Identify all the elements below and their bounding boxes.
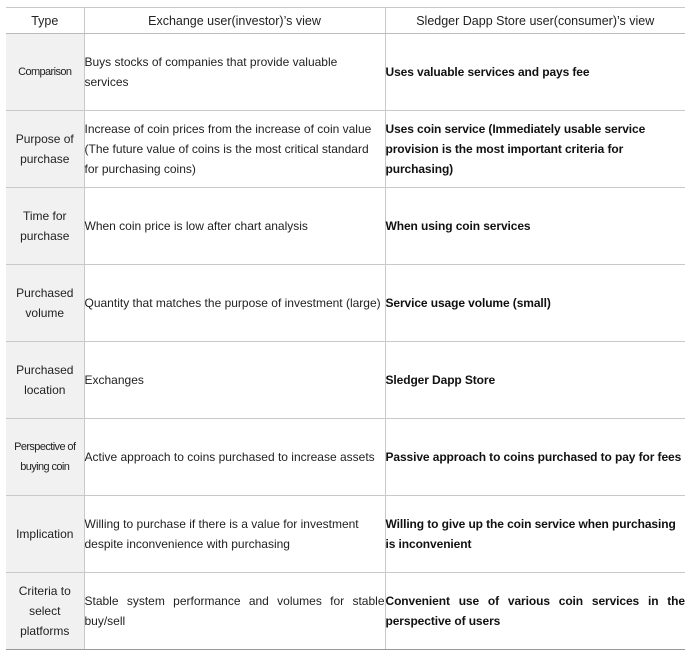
row-type: Criteria to select platforms <box>6 573 84 650</box>
row-type: Purpose of purchase <box>6 111 84 188</box>
row-exchange-view: Quantity that matches the purpose of investment (large) <box>84 265 385 342</box>
row-sledger-view: Uses valuable services and pays fee <box>385 34 685 111</box>
row-type: Perspective of buying coin <box>6 419 84 496</box>
table-row <box>6 496 685 573</box>
row-exchange-view: Active approach to coins purchased to increase assets <box>84 419 385 496</box>
header-row <box>6 8 685 34</box>
row-sledger-view: Passive approach to coins purchased to pay for fees <box>385 419 685 496</box>
row-sledger-view: Willing to give up the coin service when purchasing is inconvenient <box>385 496 685 573</box>
table-row <box>6 111 685 188</box>
header-sledger-view: Sledger Dapp Store user(consumer)’s view <box>385 8 685 34</box>
row-sledger-view: Uses coin service (Immediately usable service provision is the most important criteria for purchasing) <box>385 111 685 188</box>
row-exchange-view: Willing to purchase if there is a value for investment despite inconvenience with purchasing <box>84 496 385 573</box>
row-type: Purchased location <box>6 342 84 419</box>
header-exchange-view: Exchange user(investor)’s view <box>84 8 385 34</box>
row-type: Comparison <box>6 34 84 111</box>
header-type: Type <box>6 8 84 34</box>
row-exchange-view: Exchanges <box>84 342 385 419</box>
table-row <box>6 188 685 265</box>
row-sledger-view: When using coin services <box>385 188 685 265</box>
table-row <box>6 342 685 419</box>
table-row <box>6 419 685 496</box>
row-exchange-view: When coin price is low after chart analysis <box>84 188 385 265</box>
row-exchange-view: Increase of coin prices from the increase of coin value (The future value of coins is the most critical standard for purchasing coins) <box>84 111 385 188</box>
row-sledger-view: Service usage volume (small) <box>385 265 685 342</box>
row-exchange-view: Buys stocks of companies that provide valuable services <box>84 34 385 111</box>
table-row <box>6 34 685 111</box>
row-exchange-view: Stable system performance and volumes for stable buy/sell <box>84 573 385 650</box>
row-type: Time for purchase <box>6 188 84 265</box>
row-sledger-view: Sledger Dapp Store <box>385 342 685 419</box>
comparison-table <box>6 7 685 650</box>
row-sledger-view: Convenient use of various coin services in the perspective of users <box>385 573 685 650</box>
row-type: Implication <box>6 496 84 573</box>
row-type: Purchased volume <box>6 265 84 342</box>
table-row <box>6 265 685 342</box>
table-row <box>6 573 685 650</box>
